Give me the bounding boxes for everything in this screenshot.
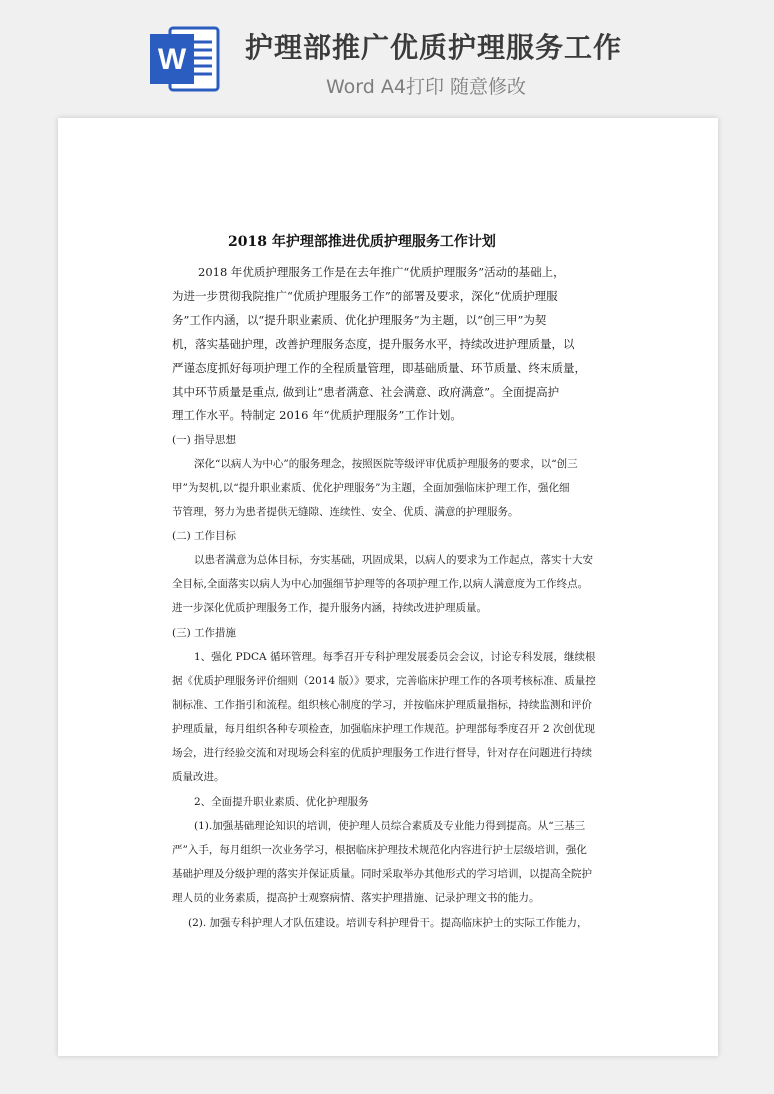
paragraph-line: 严谨态度抓好每项护理工作的全程质量管理，即基础质量、环节质量、终末质量， [172, 361, 586, 375]
paragraph-line: 基础护理及分级护理的落实并保证质量。同时采取举办其他形式的学习培训，以提高全院护 [172, 868, 592, 880]
svg-text:W: W [157, 43, 187, 76]
paragraph-line: 严”入手，每月组织一次业务学习，根据临床护理技术规范化内容进行护士层级培训，强化 [172, 844, 587, 856]
paragraph-line: 护理质量，每月组织各种专项检查，加强临床护理工作规范。护理部每季度召开 2 次创优现 [172, 723, 595, 735]
header-subtitle: Word A4打印 随意修改 [326, 76, 527, 98]
page-header [0, 0, 774, 110]
section-heading: (三) 工作措施 [172, 627, 237, 639]
section-heading: (一) 指导思想 [172, 434, 237, 446]
paragraph-line: 机，落实基础护理，改善护理服务态度，提升服务水平，持续改进护理质量，以 [172, 337, 575, 351]
document-title: 2018 年护理部推进优质护理服务工作计划 [228, 234, 496, 250]
paragraph-line: 1、强化 PDCA 循环管理。每季召开专科护理发展委员会会议，讨论专科发展，继续根 [194, 651, 596, 663]
paragraph-line: 甲”为契机,以“提升职业素质、优化护理服务”为主题，全面加强临床护理工作，强化细 [172, 482, 570, 494]
paragraph-line: (1).加强基础理论知识的培训，使护理人员综合素质及专业能力得到提高。从“三基三 [194, 820, 586, 832]
section-heading: (二) 工作目标 [172, 530, 237, 542]
paragraph-line: 其中环节质量是重点, 做到让“患者满意、社会满意、政府满意”。全面提高护 [172, 385, 560, 399]
paragraph-line: 制标准、工作指引和流程。组织核心制度的学习，并按临床护理质量指标，持续监测和评价 [172, 699, 592, 711]
paragraph-line: 为进一步贯彻我院推广“优质护理服务工作”的部署及要求，深化“优质护理服 [172, 289, 558, 303]
document-page [58, 118, 718, 1056]
paragraph-line: 以患者满意为总体目标，夯实基础，巩固成果，以病人的要求为工作起点，落实十大安 [194, 554, 593, 566]
paragraph-line: 场会，进行经验交流和对现场会科室的优质护理服务工作进行督导，针对存在问题进行持续 [172, 747, 592, 759]
paragraph-line: 理人员的业务素质，提高护士观察病情、落实护理措施、记录护理文书的能力。 [172, 892, 540, 904]
paragraph-line: 务”工作内涵，以“提升职业素质、优化护理服务”为主题，以“创三甲”为契 [172, 313, 547, 327]
paragraph-line: 2018 年优质护理服务工作是在去年推广“优质护理服务”活动的基础上， [198, 265, 565, 279]
paragraph-line: 据《优质护理服务评价细则（2014 版）》要求，完善临床护理工作的各项考核标准、质量控 [172, 675, 596, 687]
paragraph-line: 质量改进。 [172, 771, 225, 783]
word-document-icon [148, 22, 222, 96]
header-title: 护理部推广优质护理服务工作 [245, 31, 623, 64]
paragraph-line: 全目标,全面落实以病人为中心加强细节护理等的各项护理工作,以病人满意度为工作终点。 [172, 578, 589, 590]
paragraph-line: 进一步深化优质护理服务工作，提升服务内涵，持续改进护理质量。 [172, 602, 487, 614]
paragraph-line: 深化“以病人为中心”的服务理念，按照医院等级评审优质护理服务的要求，以“创三 [194, 458, 578, 470]
paragraph-line: 理工作水平。特制定 2016 年“优质护理服务”工作计划。 [172, 408, 462, 422]
paragraph-line: (2). 加强专科护理人才队伍建设。培训专科护理骨干。提高临床护士的实际工作能力， [188, 917, 588, 929]
paragraph-line: 节管理，努力为患者提供无缝隙、连续性、安全、优质、满意的护理服务。 [172, 506, 519, 518]
section-heading: 2、全面提升职业素质、优化护理服务 [194, 796, 369, 808]
